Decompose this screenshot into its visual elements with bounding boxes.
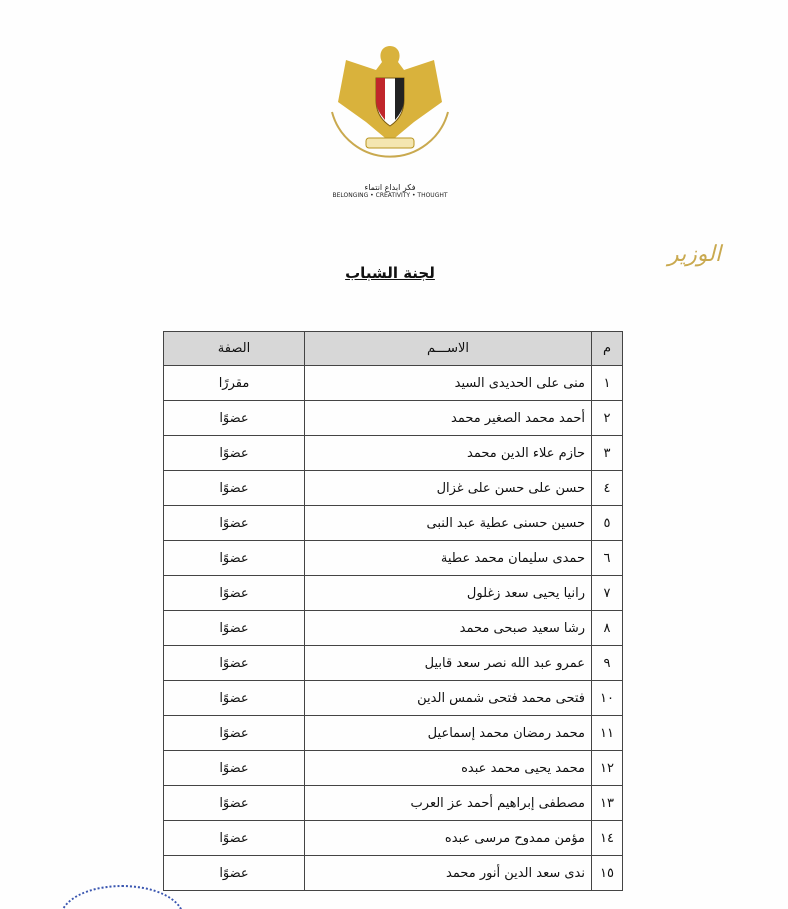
- table-row: [164, 681, 623, 716]
- member-role: عضوًا: [164, 471, 305, 506]
- member-role: عضوًا: [164, 821, 305, 856]
- table-row: [164, 436, 623, 471]
- table-row: [164, 646, 623, 681]
- member-role: عضوًا: [164, 751, 305, 786]
- member-name: محمد رمضان محمد إسماعيل: [305, 716, 592, 751]
- table-header-row: [164, 332, 623, 366]
- table-row: [164, 471, 623, 506]
- header-name: الاســـم: [305, 332, 592, 366]
- member-name: منى على الحديدى السيد: [305, 366, 592, 401]
- member-role: عضوًا: [164, 681, 305, 716]
- member-role: عضوًا: [164, 716, 305, 751]
- row-num: ١٣: [592, 786, 623, 821]
- member-name: محمد يحيى محمد عبده: [305, 751, 592, 786]
- row-num: ٣: [592, 436, 623, 471]
- table-row: [164, 401, 623, 436]
- member-name: مؤمن ممدوح مرسى عبده: [305, 821, 592, 856]
- member-name: عمرو عبد الله نصر سعد قابيل: [305, 646, 592, 681]
- table-row: [164, 716, 623, 751]
- member-role: عضوًا: [164, 786, 305, 821]
- table-row: [164, 856, 623, 891]
- egypt-ministry-of-culture-logo: [326, 42, 454, 202]
- header-role: الصفة: [164, 332, 305, 366]
- row-num: ٦: [592, 541, 623, 576]
- member-name: حسين حسنى عطية عبد النبى: [305, 506, 592, 541]
- table-row: [164, 366, 623, 401]
- row-num: ٧: [592, 576, 623, 611]
- row-num: ١٤: [592, 821, 623, 856]
- member-role: مقررًا: [164, 366, 305, 401]
- member-role: عضوًا: [164, 856, 305, 891]
- member-role: عضوًا: [164, 401, 305, 436]
- member-name: رشا سعيد صبحى محمد: [305, 611, 592, 646]
- row-num: ١٥: [592, 856, 623, 891]
- member-name: ندى سعد الدين أنور محمد: [305, 856, 592, 891]
- member-name: فتحى محمد فتحى شمس الدين: [305, 681, 592, 716]
- row-num: ٥: [592, 506, 623, 541]
- member-name: حمدى سليمان محمد عطية: [305, 541, 592, 576]
- table-row: [164, 506, 623, 541]
- member-name: حسن على حسن على غزال: [305, 471, 592, 506]
- table-row: [164, 821, 623, 856]
- row-num: ١٢: [592, 751, 623, 786]
- row-num: ١١: [592, 716, 623, 751]
- member-role: عضوًا: [164, 436, 305, 471]
- row-num: ١: [592, 366, 623, 401]
- table-row: [164, 611, 623, 646]
- table-row: [164, 576, 623, 611]
- table-row: [164, 751, 623, 786]
- table-row: [164, 541, 623, 576]
- member-role: عضوًا: [164, 541, 305, 576]
- logo-motto: فكر ابداع انتماء BELONGING • CREATIVITY • THOUGHT: [332, 183, 448, 199]
- member-role: عضوًا: [164, 506, 305, 541]
- member-role: عضوًا: [164, 576, 305, 611]
- row-num: ٤: [592, 471, 623, 506]
- member-role: عضوًا: [164, 611, 305, 646]
- page-title: لجنة الشباب: [345, 264, 435, 282]
- row-num: ٩: [592, 646, 623, 681]
- table-row: [164, 786, 623, 821]
- member-role: عضوًا: [164, 646, 305, 681]
- row-num: ٢: [592, 401, 623, 436]
- member-name: رانيا يحيى سعد زغلول: [305, 576, 592, 611]
- committee-members-table: [163, 331, 623, 891]
- member-name: أحمد محمد الصغير محمد: [305, 401, 592, 436]
- minister-signature: الوزير: [668, 242, 722, 267]
- header-num: م: [592, 332, 623, 366]
- row-num: ٨: [592, 611, 623, 646]
- member-name: حازم علاء الدين محمد: [305, 436, 592, 471]
- member-name: مصطفى إبراهيم أحمد عز العرب: [305, 786, 592, 821]
- row-num: ١٠: [592, 681, 623, 716]
